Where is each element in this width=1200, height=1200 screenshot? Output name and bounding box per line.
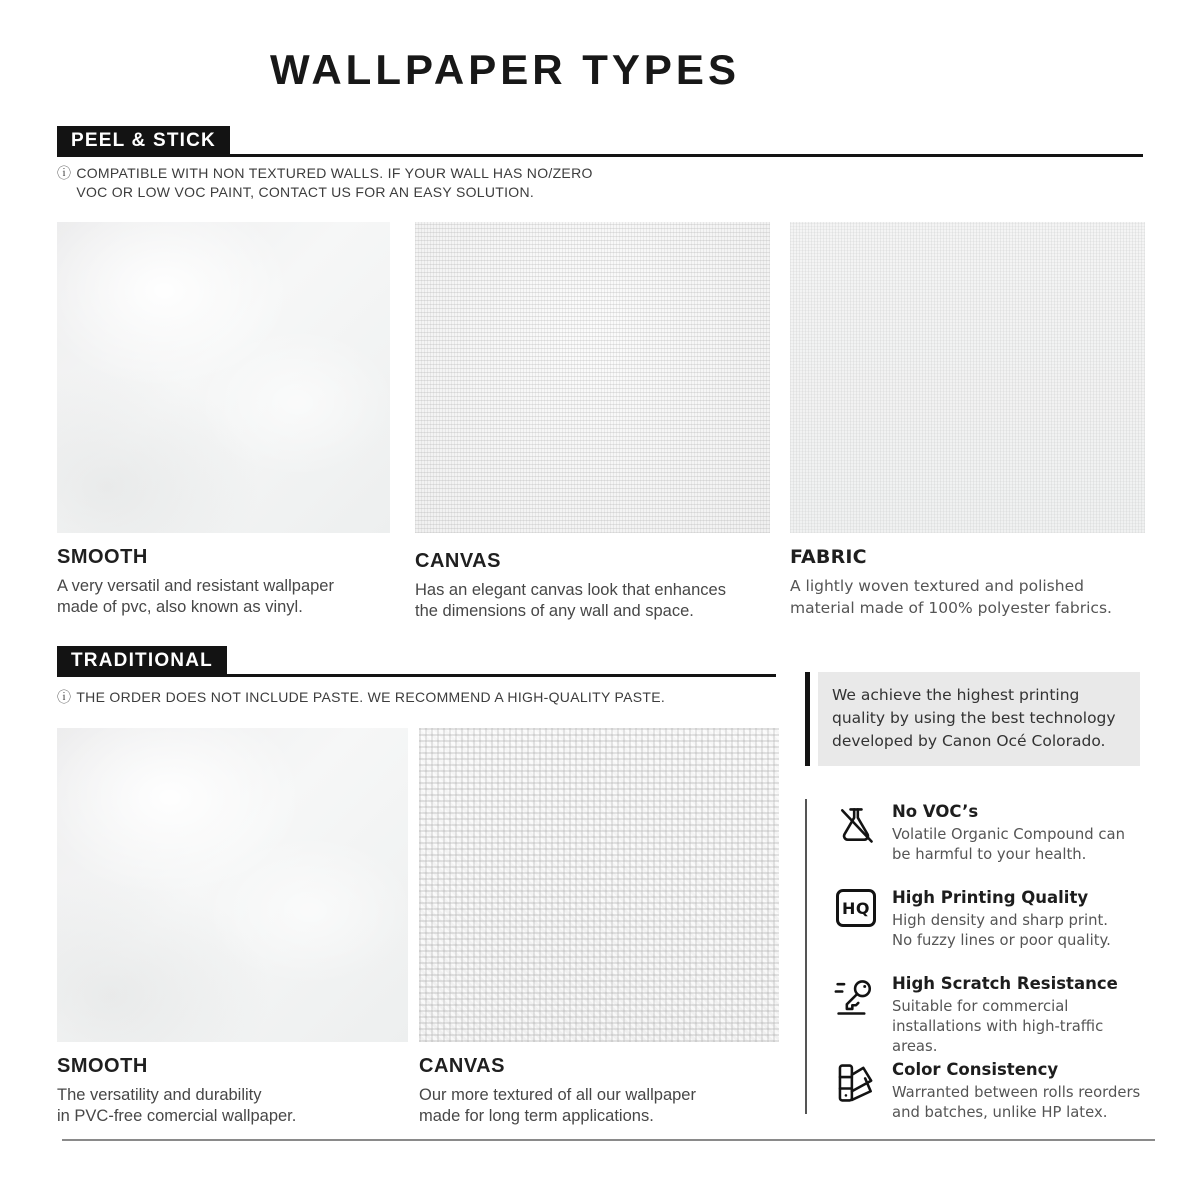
swatch-desc-line: Our more textured of all our wallpaper	[419, 1086, 696, 1104]
smooth-swatch-image	[57, 728, 408, 1042]
canvas-swatch-image	[419, 728, 779, 1042]
traditional-canvas-cell	[419, 728, 779, 1127]
peel-smooth-cell	[57, 222, 390, 618]
feature-desc-line: Warranted between rolls reorders	[892, 1084, 1141, 1101]
swatch-desc-line: Has an elegant canvas look that enhances	[415, 581, 726, 599]
note-line: COMPATIBLE WITH NON TEXTURED WALLS. IF YOUR WALL HAS NO/ZERO	[76, 165, 593, 181]
swatch-desc-line: A lightly woven textured and polished	[790, 577, 1084, 595]
traditional-label: TRADITIONAL	[57, 646, 227, 674]
traditional-section-header	[57, 646, 776, 677]
swatch-desc-line: in PVC-free comercial wallpaper.	[57, 1107, 297, 1125]
feature-desc-line: be harmful to your health.	[892, 846, 1087, 863]
swatch-title: FABRIC	[790, 546, 867, 568]
traditional-note	[57, 688, 665, 707]
bottom-divider	[62, 1139, 1155, 1141]
swatch-title: CANVAS	[415, 550, 501, 572]
swatch-title: SMOOTH	[57, 1055, 148, 1077]
hq-icon	[833, 889, 879, 927]
feature-desc-line: Volatile Organic Compound can	[892, 826, 1125, 843]
quote-line: quality by using the best technology	[832, 709, 1116, 727]
swatch-title: CANVAS	[419, 1055, 505, 1077]
canvas-swatch-image	[415, 222, 770, 533]
feature-desc-line: No fuzzy lines or poor quality.	[892, 932, 1111, 949]
info-icon: ⓘ	[57, 689, 72, 705]
peel-stick-note	[57, 164, 593, 202]
note-line: VOC OR LOW VOC PAINT, CONTACT US FOR AN EASY SOLUTION.	[76, 184, 535, 200]
swatch-desc-line: made of pvc, also known as vinyl.	[57, 598, 303, 616]
feature-title: High Scratch Resistance	[892, 974, 1118, 993]
traditional-smooth-cell	[57, 728, 408, 1127]
feature-title: Color Consistency	[892, 1060, 1059, 1079]
fabric-swatch-image	[790, 222, 1145, 533]
scratch-resistance-icon	[833, 975, 879, 1019]
feature-desc-line: and batches, unlike HP latex.	[892, 1104, 1108, 1121]
feature-title: High Printing Quality	[892, 888, 1089, 907]
feature-title: No VOC’s	[892, 802, 979, 821]
swatch-desc-line: made for long term applications.	[419, 1107, 654, 1125]
swatch-desc-line: material made of 100% polyester fabrics.	[790, 599, 1112, 617]
hq-icon-text: HQ	[836, 889, 876, 927]
quote-line: We achieve the highest printing	[832, 686, 1080, 704]
feature-desc-line: Suitable for commercial	[892, 998, 1069, 1015]
no-voc-icon	[833, 803, 879, 847]
feature-desc-line: installations with high-traffic areas.	[892, 1018, 1104, 1055]
swatch-desc-line: the dimensions of any wall and space.	[415, 602, 694, 620]
peel-stick-label: PEEL & STICK	[57, 126, 230, 154]
info-icon: ⓘ	[57, 165, 72, 181]
features-list	[805, 799, 1152, 1121]
swatch-desc-line: A very versatil and resistant wallpaper	[57, 577, 334, 595]
swatch-desc-line: The versatility and durability	[57, 1086, 262, 1104]
swatch-title: SMOOTH	[57, 546, 148, 568]
smooth-swatch-image	[57, 222, 390, 533]
peel-canvas-cell	[415, 222, 770, 622]
peel-stick-section-header	[57, 126, 1143, 157]
page-title: WALLPAPER TYPES	[270, 46, 740, 93]
quote-line: developed by Canon Océ Colorado.	[832, 732, 1106, 750]
color-consistency-icon	[833, 1061, 879, 1105]
peel-fabric-cell	[790, 222, 1145, 619]
printing-quality-quote	[805, 672, 1140, 766]
note-line: THE ORDER DOES NOT INCLUDE PASTE. WE RECOMMEND A HIGH-QUALITY PASTE.	[76, 689, 666, 705]
feature-desc-line: High density and sharp print.	[892, 912, 1109, 929]
